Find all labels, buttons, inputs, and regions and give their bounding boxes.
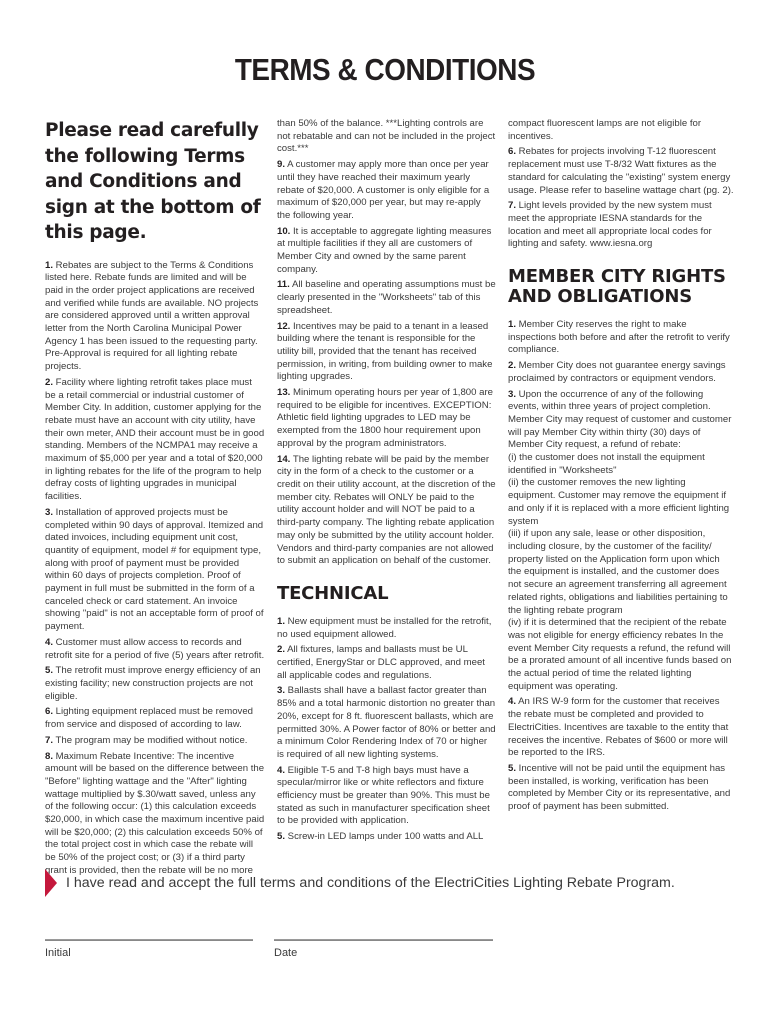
page-title: TERMS & CONDITIONS bbox=[234, 52, 536, 87]
technical-item: 2. All fixtures, lamps and ballasts must be UL certified, EnergyStar or DLC approved, and meet all applicable codes and regulations. bbox=[277, 644, 485, 681]
term-item: 10. It is acceptable to aggregate lighting measures at multiple facilities if they all are customers of Member City and owned by the same parent company. bbox=[277, 225, 492, 275]
member-city-item: 2. Member City does not guarantee energy savings proclaimed by contractors or equipment vendors. bbox=[508, 360, 726, 384]
date-signature-line[interactable] bbox=[274, 939, 493, 941]
technical-5-continued: compact fluorescent lamps are not eligible for incentives. bbox=[508, 118, 702, 142]
technical-heading: TECHNICAL bbox=[277, 582, 389, 604]
refund-condition: (ii) the customer removes the new lighting equipment. Customer may remove the equipment if and only if it is replaced with a more efficient lighting system bbox=[508, 477, 730, 527]
initial-signature-line[interactable] bbox=[45, 939, 253, 941]
term-item-continued bbox=[277, 118, 496, 156]
term-item: 7. The program may be modified without notice. bbox=[45, 734, 248, 746]
triangle-right-icon bbox=[45, 869, 57, 897]
term-item: 13. Minimum operating hours per year of 1,800 are required to be eligible for incentives. EXCEPTION: Athletic field lighting upgrades to LED may be exempted from the 1800 hour requirement upon approval by the program administrators. bbox=[277, 387, 493, 449]
term-item: 11. All baseline and operating assumptions must be clearly presented in the "Worksheets" tab of this spreadsheet. bbox=[277, 279, 496, 316]
technical-5-first-part: Screw-in LED lamps under 100 watts and ALL bbox=[285, 831, 484, 843]
term-item: 1. Rebates are subject to the Terms & Conditions listed here. Rebate funds are limited and will be paid in the order project applications are received and verified while funds are available. NO projects are considered approved until a written approval letter from the North Carolina Municipal Power Agency 1 has been issued to the requesting party. Pre-Approval is required for all lighting rebate projects. bbox=[45, 259, 259, 373]
technical-item: 3. Ballasts shall have a ballast factor greater than 85% and a total harmonic distortion no greater than 20%, except for 8 ft. fluorescent ballasts, which are permitted 30%. A Power factor of 80% or better and a minimum Color Rendering Index of 70 or higher is required of all new lighting systems. bbox=[277, 685, 496, 760]
technical-item: 1. New equipment must be installed for the retrofit, no used equipment allowed. bbox=[277, 615, 492, 640]
date-label: Date bbox=[274, 947, 298, 959]
member-city-item: 4. An IRS W-9 form for the customer that receives the rebate must be completed and provided to ElectriCities. Incentives are taxable to the entity that receives the incentive. Rebates of $600 or more will be reported to the IRS. bbox=[508, 696, 729, 759]
intro-heading: Please read carefully the following Terms and Conditions and sign at the bottom of this page. bbox=[45, 120, 261, 243]
term-item: 3. Installation of approved projects must be completed within 90 days of approval. Itemized and dated invoices, including equipment unit cost, quantity of equipment, model # for equipment type, along with proof of payment must be provided within 60 days of projects completion. Proof of payment in full must be submitted in the form of a canceled check or card statement. An invoice showing "paid" is not an acceptable form of proof of payment. bbox=[45, 506, 264, 633]
column-2 bbox=[277, 118, 496, 847]
term-item: 12. Incentives may be paid to a tenant in a leased building where the tenant is responsible for the utility bill, provided that the tenant has received permission, in writing, from building owner to make lighting upgrades. bbox=[277, 320, 493, 383]
term-item: 9. A customer may apply more than once per year until they have reached their maximum yearly rebate of $20,000. A customer is only eligible for a maximum of $20,000 per year, but may re-apply the following year. bbox=[277, 159, 490, 221]
term-item: 2. Facility where lighting retrofit takes place must be a retail commercial or industrial customer of Member City. In addition, customer applying for the rebate must have an account with city utility, have their own meter, AND their account must be in good standing. Members of the NCMPA1 may receive a maximum of $5,000 per year and a total of $20,000 in lighting rebates for the life of the program to help defray costs of lighting upgrades in municipal facilities. bbox=[45, 376, 265, 503]
term-item: 5. The retrofit must improve energy efficiency of an existing facility; new construction projects are not eligible. bbox=[45, 665, 261, 702]
column-3 bbox=[508, 118, 734, 817]
technical-item-continued bbox=[508, 118, 734, 143]
term-8-first-part: Maximum Rebate Incentive: The incentive amount will be based on the difference between the "Before" lighting wattage and the "After" lighting wattage multiplied by $.30/watt saved, unless any of the following occur: (1) this calculation exceeds $20,000, in which case the maximum incentive paid will be $20,000; (2) this calculation exceeds 50% of the total project cost in which case the rebate will be 50% of the project cost; or (3) if a third party grant is provided, then the rebate will be no more bbox=[45, 750, 265, 876]
date-field[interactable] bbox=[274, 939, 493, 959]
member-city-item: 3. Upon the occurrence of any of the following events, within three years of project completion. Member City may request of customer and customer will pay Member City within thirty (30) days of Member City request, a refund of rebate: (i) the customer does not install the equipment identified in "Worksheets" (ii) the customer removes the new lighting equipment. Customer may remove the equipment if and only if it is replaced with a more efficient lighting system (iii) if upon any sale, lease or other disposition, including closure, by the customer of the facility/ property listed on the Application form upon which the equipment is installed, and the customer does not secure an agreement transferring all agreement related rights, obligations and liabilities pertaining to the lighting rebate program (iv) if it is determined that the recipient of the rebate was not eligible for energy efficiency rebates In the event Member City requests a refund, the refund will be a prorated amount of all incentive funds based on the actual period of time the related lighting equipment was operating. bbox=[508, 389, 734, 694]
acceptance-text: I have read and accept the full terms and conditions of the ElectriCities Lighting Rebate Program. bbox=[66, 875, 675, 891]
initial-label: Initial bbox=[45, 947, 71, 959]
refund-condition: (iv) if it is determined that the recipient of the rebate was not eligible for energy efficiency rebates In the event Member City requests a refund, the refund will be a prorated amount of all incentive funds based on the actual period of time the related lighting equipment was operating. bbox=[508, 617, 732, 692]
column-1 bbox=[45, 118, 265, 881]
refund-condition: (iii) if upon any sale, lease or other disposition, including closure, by the customer of the facility/ property listed on the Application form upon which the equipment is installed, and the customer does not secure an agreement transferring all agreement related rights, obligations and liabilities pertaining to the lighting rebate program bbox=[508, 528, 728, 616]
refund-condition: (i) the customer does not install the equipment identified in "Worksheets" bbox=[508, 452, 705, 476]
term-8-continued: than 50% of the balance. ***Lighting controls are not rebatable and can not be included in the project cost.*** bbox=[277, 118, 496, 155]
technical-item: 5. Screw-in LED lamps under 100 watts and ALL bbox=[277, 831, 484, 843]
technical-item: 7. Light levels provided by the new system must meet the appropriate IESNA standards for the location and meet all appropriate local codes for lighting and safety. www.iesna.org bbox=[508, 200, 712, 250]
technical-item: 6. Rebates for projects involving T-12 fluorescent replacement must use T-8/32 Watt fixtures as the standard for calculating the "existing" system energy usage. Please refer to baseline wattage chart (pg. 2). bbox=[508, 146, 734, 196]
member-city-heading: MEMBER CITY RIGHTS AND OBLIGATIONS bbox=[508, 266, 726, 308]
technical-item: 4. Eligible T-5 and T-8 high bays must have a specular/mirror like or white reflectors and fixture efficiency must be greater than 90%. This must be stated as such in manufacturer specification sheet to be provided with application. bbox=[277, 764, 490, 827]
term-item: 4. Customer must allow access to records and retrofit site for a period of five (5) years after retrofit. bbox=[45, 636, 265, 661]
term-item: 8. Maximum Rebate Incentive: The incentive amount will be based on the difference between the "Before" lighting wattage and the "After" lighting wattage multiplied by $.30/watt saved, unless any of the following occur: (1) this calculation exceeds $20,000, in which case the maximum incentive paid will be $20,000; (2) this calculation exceeds 50% of the total project cost in which case the rebate will be 50% of the project cost; or (3) if a third party grant is provided, then the rebate will be no more bbox=[45, 750, 265, 876]
member-city-item: 1. Member City reserves the right to make inspections both before and after the retrofit to verify compliance. bbox=[508, 319, 730, 356]
term-item: 14. The lighting rebate will be paid by the member city in the form of a check to the customer or a credit on their utility account, at the discretion of the member city. Rebates will ONLY be paid to the utility account holder and will NOT be paid to a third-party company. The lighting rebate application may only be submitted by the utility account holder. Vendors and third-party companies are not allowed to submit an application on behalf of the customer. bbox=[277, 453, 496, 567]
acceptance-statement bbox=[45, 869, 675, 897]
initial-field[interactable] bbox=[45, 939, 253, 959]
member-city-item: 5. Incentive will not be paid until the equipment has been installed, is working, verification has been completed by Member City or its representative, and proof of payment has been submitted. bbox=[508, 762, 731, 813]
term-item: 6. Lighting equipment replaced must be removed from service and disposed of according to law. bbox=[45, 706, 254, 731]
